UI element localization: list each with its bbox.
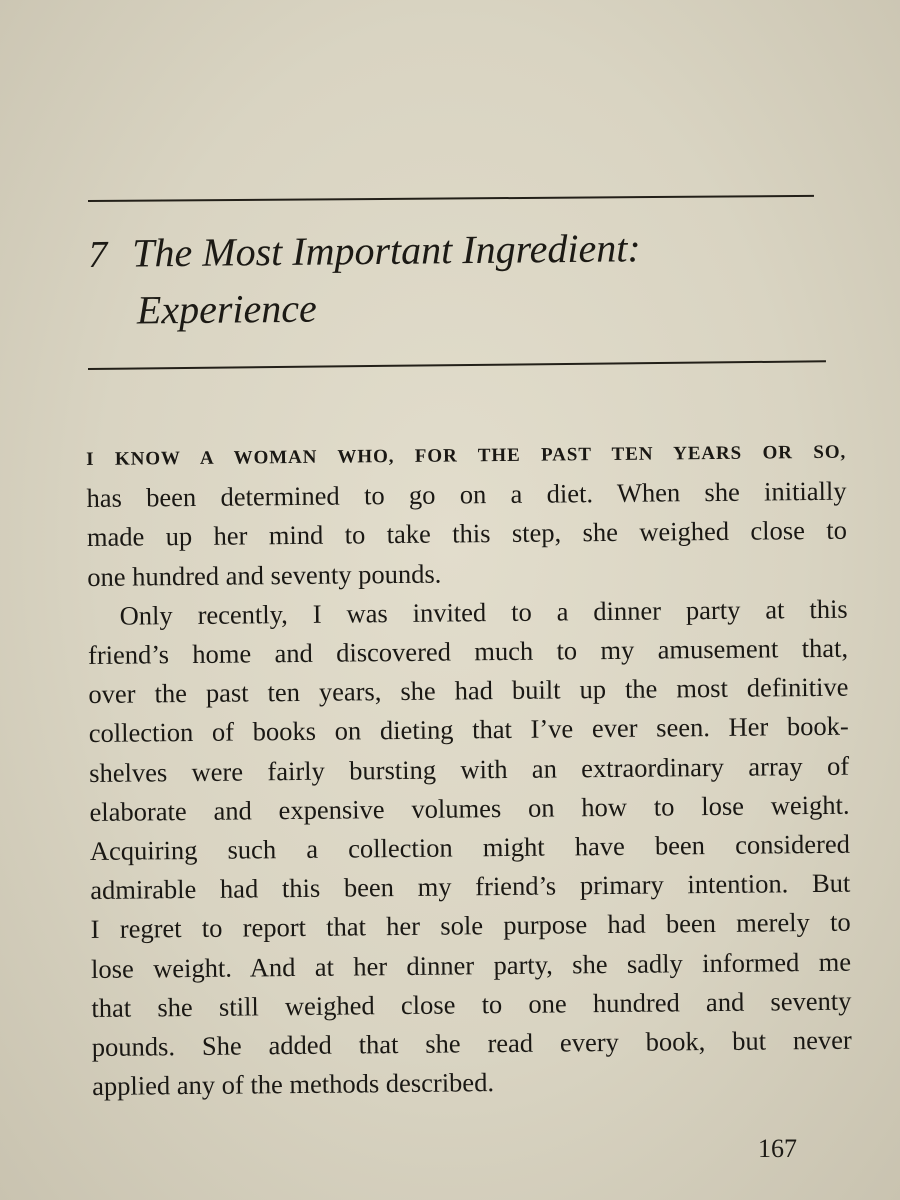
body-line: that she still weighed close to one hundred and seventy xyxy=(91,985,852,1023)
body-line: friend’s home and discovered much to my amusement that, xyxy=(87,632,849,671)
body-line: made up her mind to take this step, she weighed close to xyxy=(86,515,848,553)
body-line: collection of books on dieting that I’ve ever seen. Her book- xyxy=(88,711,849,749)
body-line: I regret to report that her sole purpose had been merely to xyxy=(90,907,851,945)
body-text xyxy=(86,433,852,1107)
body-line: one hundred and seventy pounds. xyxy=(87,558,442,592)
chapter-title-line1: The Most Important Ingredient: xyxy=(132,225,641,276)
body-line: lose weight. And at her dinner party, she sadly informed me xyxy=(90,946,852,984)
body-line: Acquiring such a collection might have been considered xyxy=(89,828,851,867)
body-line: has been determined to go on a diet. When she initially xyxy=(86,475,847,514)
bottom-rule xyxy=(88,360,826,370)
body-line: shelves were fairly bursting with an extraordinary array of xyxy=(89,750,850,788)
body-line: Only recently, I was invited to a dinner party at this xyxy=(119,593,848,631)
body-line: applied any of the methods described. xyxy=(92,1067,495,1102)
page-number: 167 xyxy=(758,1134,797,1163)
body-line: elaborate and expensive volumes on how to lose weight. xyxy=(89,789,850,827)
chapter-title-line2: Experience xyxy=(136,285,317,333)
body-line: admirable had this been my friend’s primary intention. But xyxy=(90,867,851,906)
body-line: pounds. She added that she read every book, but never xyxy=(91,1024,852,1063)
chapter-number: 7 xyxy=(88,233,108,276)
body-line: I KNOW A WOMAN WHO, FOR THE PAST TEN YEARS OR SO, xyxy=(86,441,847,470)
chapter-heading xyxy=(88,218,829,339)
top-rule xyxy=(88,195,814,202)
body-line: over the past ten years, she had built up the most definitive xyxy=(88,671,849,710)
